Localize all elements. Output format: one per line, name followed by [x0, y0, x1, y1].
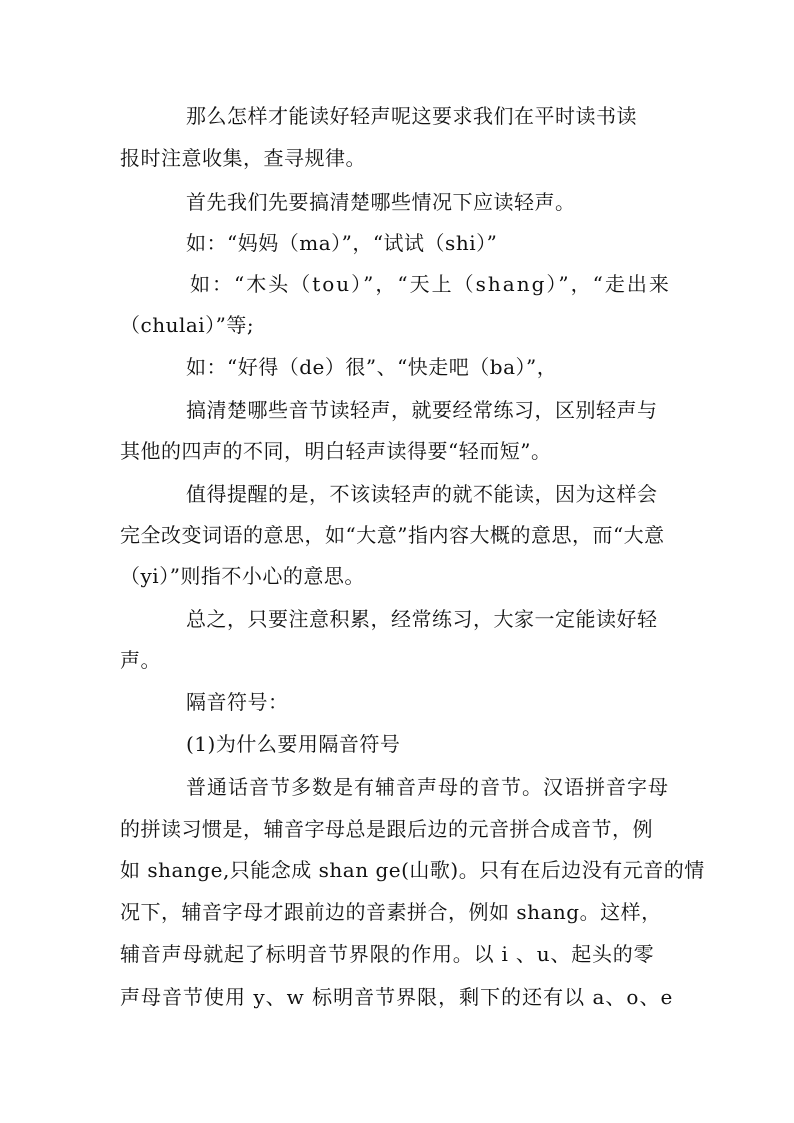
example-line: 如：“木头（tou）”，“天上（shang）”，“走出来: [190, 272, 671, 296]
paragraph-line: 完全改变词语的意思，如“大意”指内容大概的意思，而“大意: [120, 523, 665, 547]
paragraph-line: 如 shange,只能念成 shan ge(山歌)。只有在后边没有元音的情: [120, 858, 705, 882]
paragraph-line: 搞清楚哪些音节读轻声，就要经常练习，区别轻声与: [186, 398, 658, 422]
paragraph-line: 的拼读习惯是，辅音字母总是跟后边的元音拼合成音节，例: [120, 817, 653, 841]
paragraph-line: 声。: [120, 648, 161, 672]
paragraph-line: 普通话音节多数是有辅音声母的音节。汉语拼音字母: [186, 775, 669, 799]
subsection-heading: (1)为什么要用隔音符号: [186, 732, 401, 756]
paragraph-line: 首先我们先要搞清楚哪些情况下应读轻声。: [186, 190, 576, 214]
paragraph-line: 总之，只要注意积累，经常练习，大家一定能读好轻: [186, 607, 658, 631]
example-line: （chulai）”等;: [120, 313, 255, 337]
paragraph-line: 那么怎样才能读好轻声呢这要求我们在平时读书读: [186, 104, 637, 128]
section-heading: 隔音符号：: [186, 690, 289, 714]
example-line: 如：“好得（de）很”、“快走吧（ba）”，: [186, 355, 558, 379]
paragraph-line: 报时注意收集，查寻规律。: [120, 146, 366, 170]
example-line: 如：“妈妈（ma）”，“试试（shi）”: [186, 231, 498, 255]
paragraph-line: 辅音声母就起了标明音节界限的作用。以 i 、u、起头的零: [120, 942, 655, 966]
paragraph-line: 声母音节使用 y、w 标明音节界限，剩下的还有以 a、o、e: [120, 985, 674, 1009]
paragraph-line: 其他的四声的不同，明白轻声读得要“轻而短”。: [120, 439, 552, 463]
paragraph-line: 况下，辅音字母才跟前边的音素拼合，例如 shang。这样，: [120, 900, 662, 924]
paragraph-line: （yi）”则指不小心的意思。: [120, 564, 365, 588]
paragraph-line: 值得提醒的是，不该读轻声的就不能读，因为这样会: [186, 482, 658, 506]
